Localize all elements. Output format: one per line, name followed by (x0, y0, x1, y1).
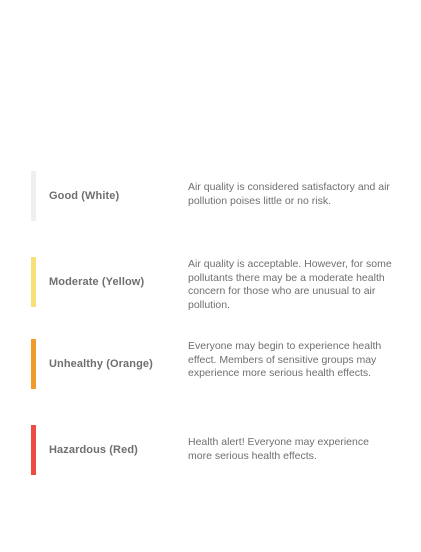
hazardous-color-bar (31, 425, 36, 475)
good-color-bar (31, 171, 36, 221)
legend-row-unhealthy (31, 339, 401, 389)
unhealthy-description: Everyone may begin to experience health effect. Members of sensitive groups may experience more serious health effects. (188, 340, 382, 379)
moderate-description: Air quality is acceptable. However, for some pollutants there may be a moderate health concern for those who are unusual to air pollution. (188, 258, 392, 311)
hazardous-description: Health alert! Everyone may experience more serious health effects. (188, 436, 369, 462)
good-description: Air quality is considered satisfactory and air pollution poises little or no risk. (188, 181, 390, 207)
legend-row-moderate (31, 257, 401, 311)
moderate-color-bar (31, 257, 36, 307)
hazardous-label: Hazardous (Red) (49, 444, 138, 456)
legend-row-good (31, 171, 401, 221)
unhealthy-label: Unhealthy (Orange) (49, 358, 153, 370)
moderate-label: Moderate (Yellow) (49, 276, 145, 288)
legend-row-hazardous (31, 425, 401, 475)
good-label: Good (White) (49, 190, 120, 202)
unhealthy-color-bar (31, 339, 36, 389)
